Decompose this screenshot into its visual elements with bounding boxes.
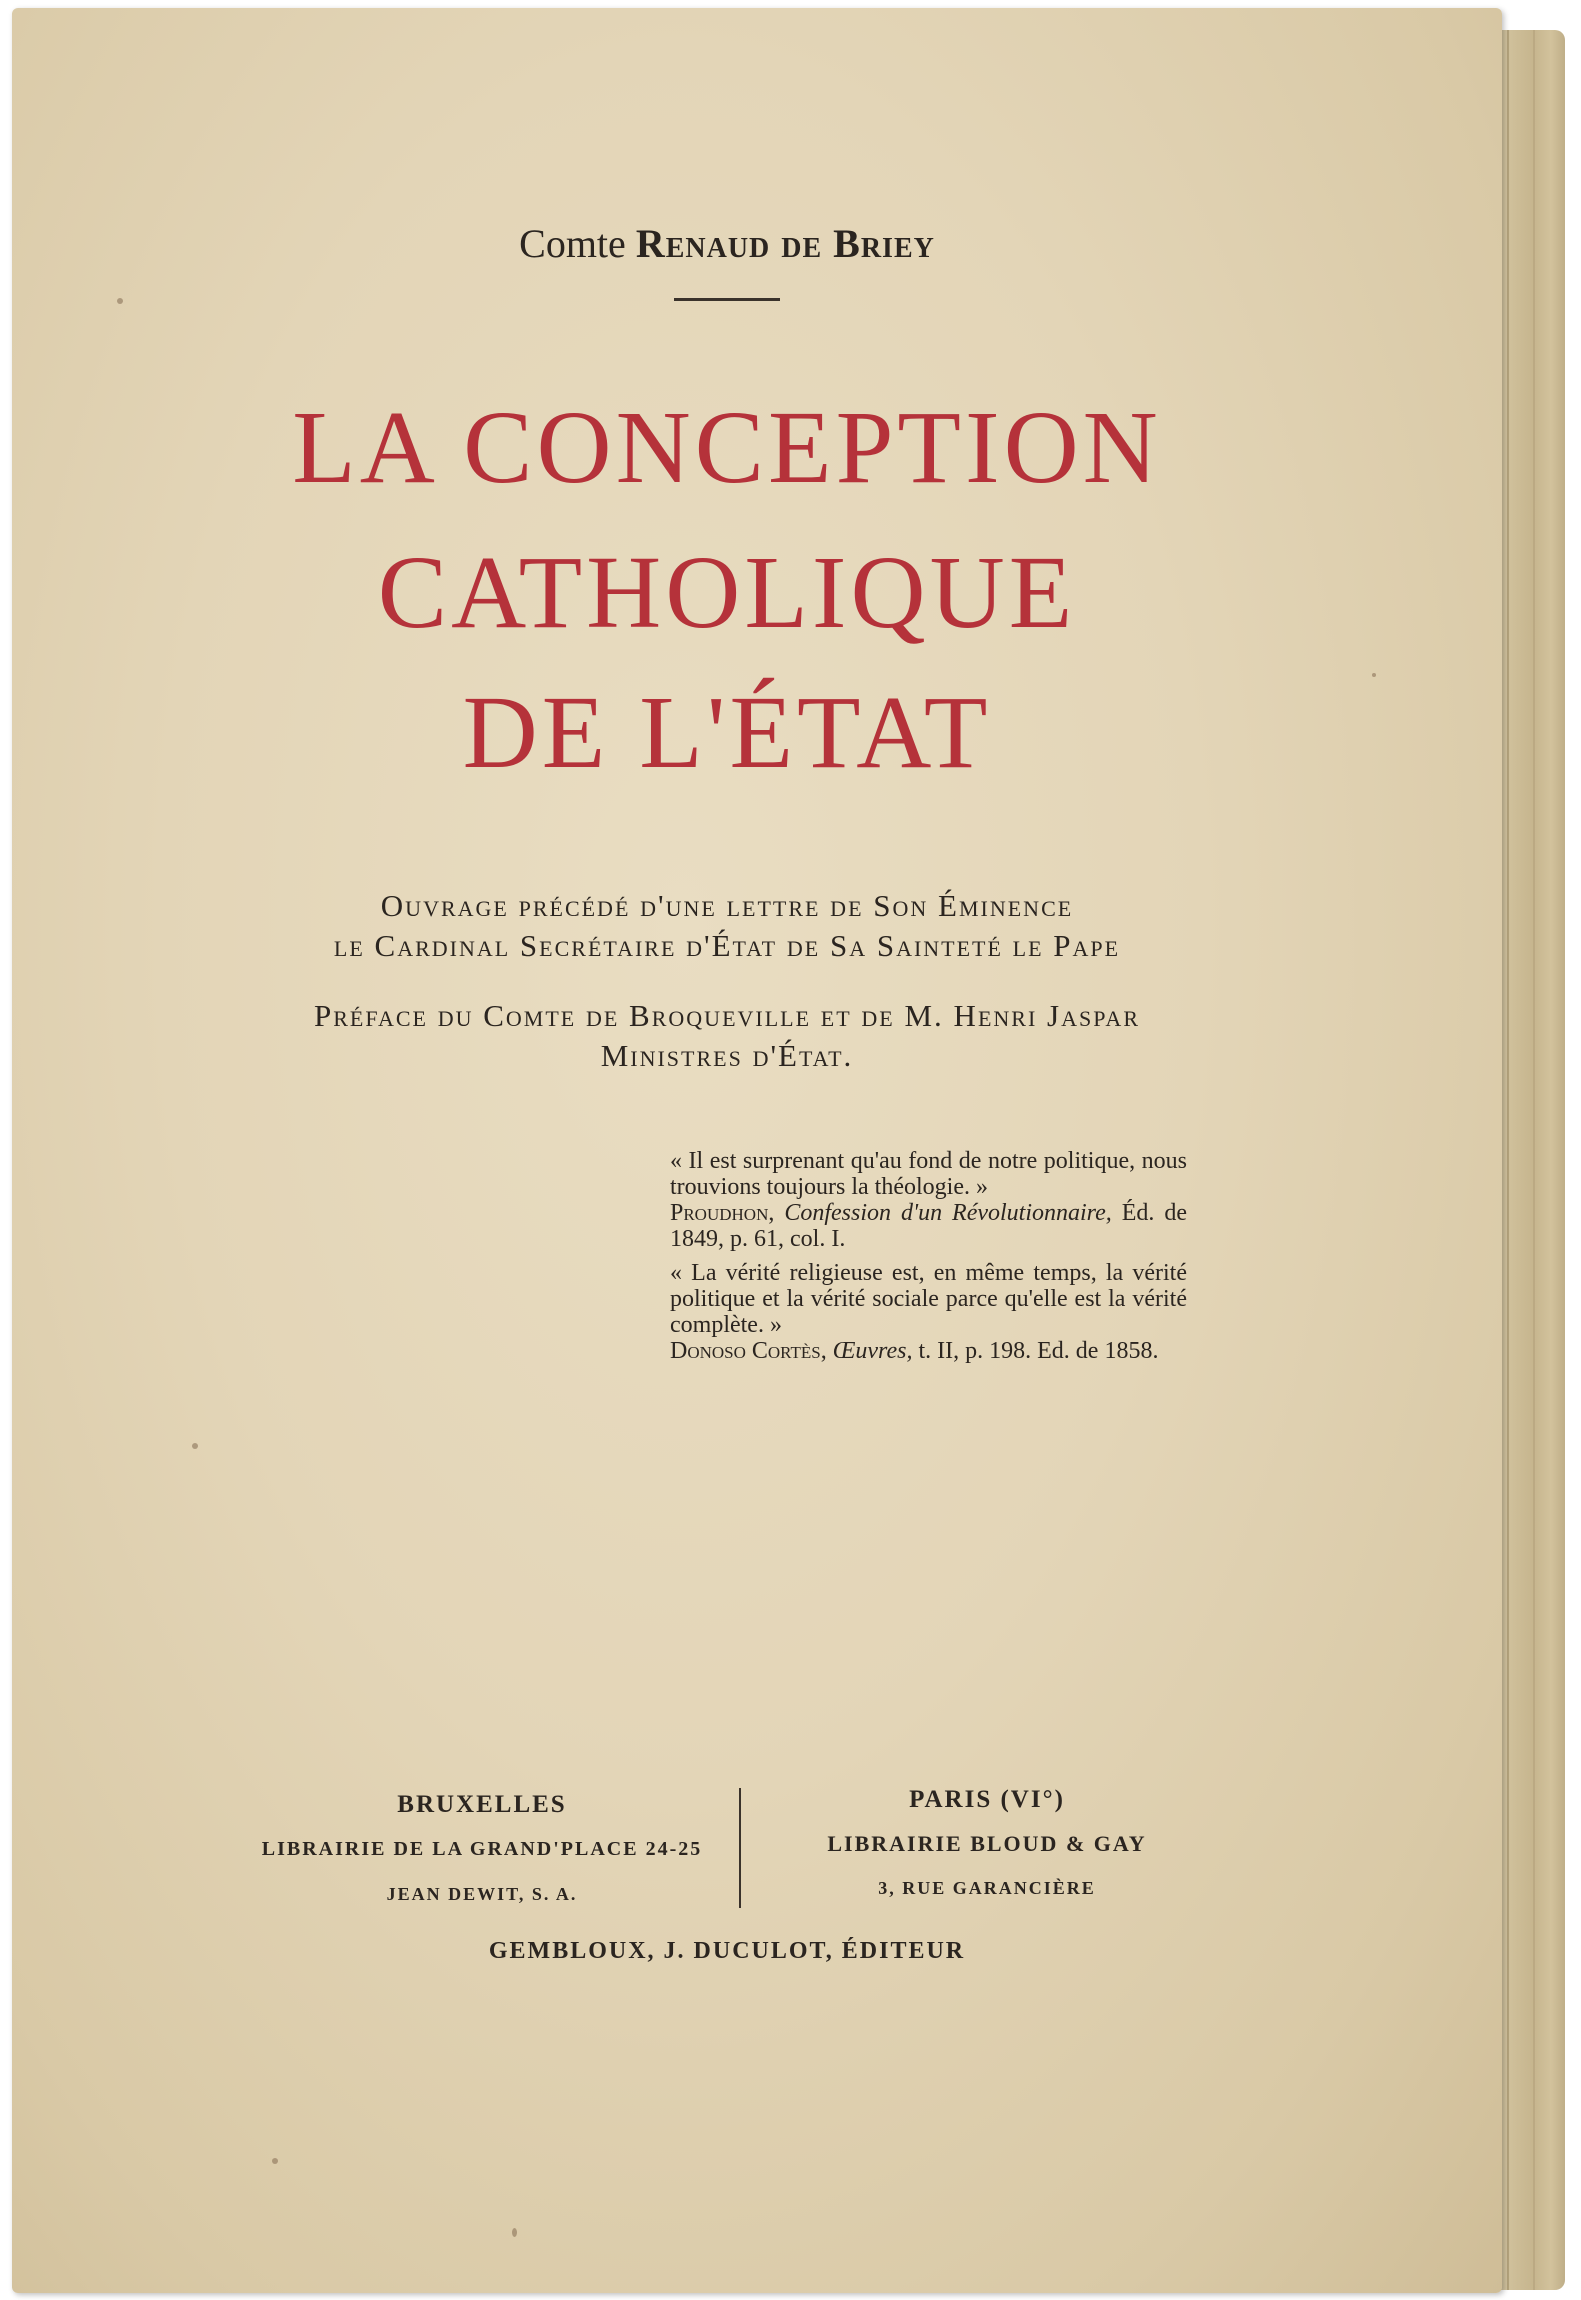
preface-line-2: Ministres d'État. <box>600 1038 854 1073</box>
epigraph-2-author: Donoso Cortès, <box>670 1338 827 1364</box>
title-line-2: CATHOLIQUE <box>377 535 1077 650</box>
book-cover <box>12 8 1502 2293</box>
paper-speck <box>272 2158 278 2164</box>
epigraph-1 <box>642 1148 1187 1252</box>
paris-city: PARIS (VI°) <box>909 1786 1065 1813</box>
title-line-1: LA CONCEPTION <box>292 390 1162 505</box>
page-edges <box>1495 30 1565 2290</box>
epigraph-1-work: Confession d'un Révolutionnaire, <box>784 1200 1112 1226</box>
publisher-divider <box>739 1788 741 1908</box>
paper-speck <box>512 2228 517 2237</box>
brussels-publisher: JEAN DEWIT, S. A. <box>386 1884 578 1904</box>
epigraph-2 <box>642 1260 1187 1364</box>
epigraph-2-citation <box>642 1338 1187 1364</box>
paper-speck <box>1372 673 1376 677</box>
title-line-3: DE L'ÉTAT <box>462 675 992 790</box>
epigraph-1-source: Éd. de 1849, p. 61, col. I. <box>670 1200 1188 1252</box>
paper-speck <box>192 1443 198 1449</box>
paris-address: 3, RUE GARANCIÈRE <box>878 1878 1096 1898</box>
epigraph-2-text: « La vérité religieuse est, en même temps, la vérité politique et la vérité sociale parce qu'elle est la vérité complète. » <box>670 1260 1187 1338</box>
author-name: Renaud de Briey <box>635 221 935 266</box>
epigraph-1-author: Proudhon, <box>670 1200 775 1226</box>
subtitle-line-1: Ouvrage précédé d'une lettre de Son Éminence <box>380 888 1074 923</box>
paper-speck <box>117 298 123 304</box>
epigraph-2-work: Œuvres, <box>832 1338 913 1364</box>
editor-line: GEMBLOUX, J. DUCULOT, ÉDITEUR <box>488 1938 966 1964</box>
brussels-city: BRUXELLES <box>397 1791 567 1818</box>
epigraph-1-text: « Il est surprenant qu'au fond de notre politique, nous trouvions toujours la théologie. » <box>670 1148 1187 1200</box>
author-line <box>12 220 1442 267</box>
author-rule <box>674 298 780 301</box>
paris-library: LIBRAIRIE BLOUD & GAY <box>827 1831 1147 1856</box>
author-prefix: Comte <box>519 221 626 266</box>
brussels-library: LIBRAIRIE DE LA GRAND'PLACE 24-25 <box>261 1838 703 1860</box>
preface-line-1: Préface du Comte de Broqueville et de M. Henri Jaspar <box>314 998 1140 1033</box>
epigraph-1-citation <box>642 1200 1187 1252</box>
subtitle-line-2: le Cardinal Secrétaire d'État de Sa Sainteté le Pape <box>333 928 1121 963</box>
epigraph-2-source: t. II, p. 198. Ed. de 1858. <box>918 1338 1159 1364</box>
